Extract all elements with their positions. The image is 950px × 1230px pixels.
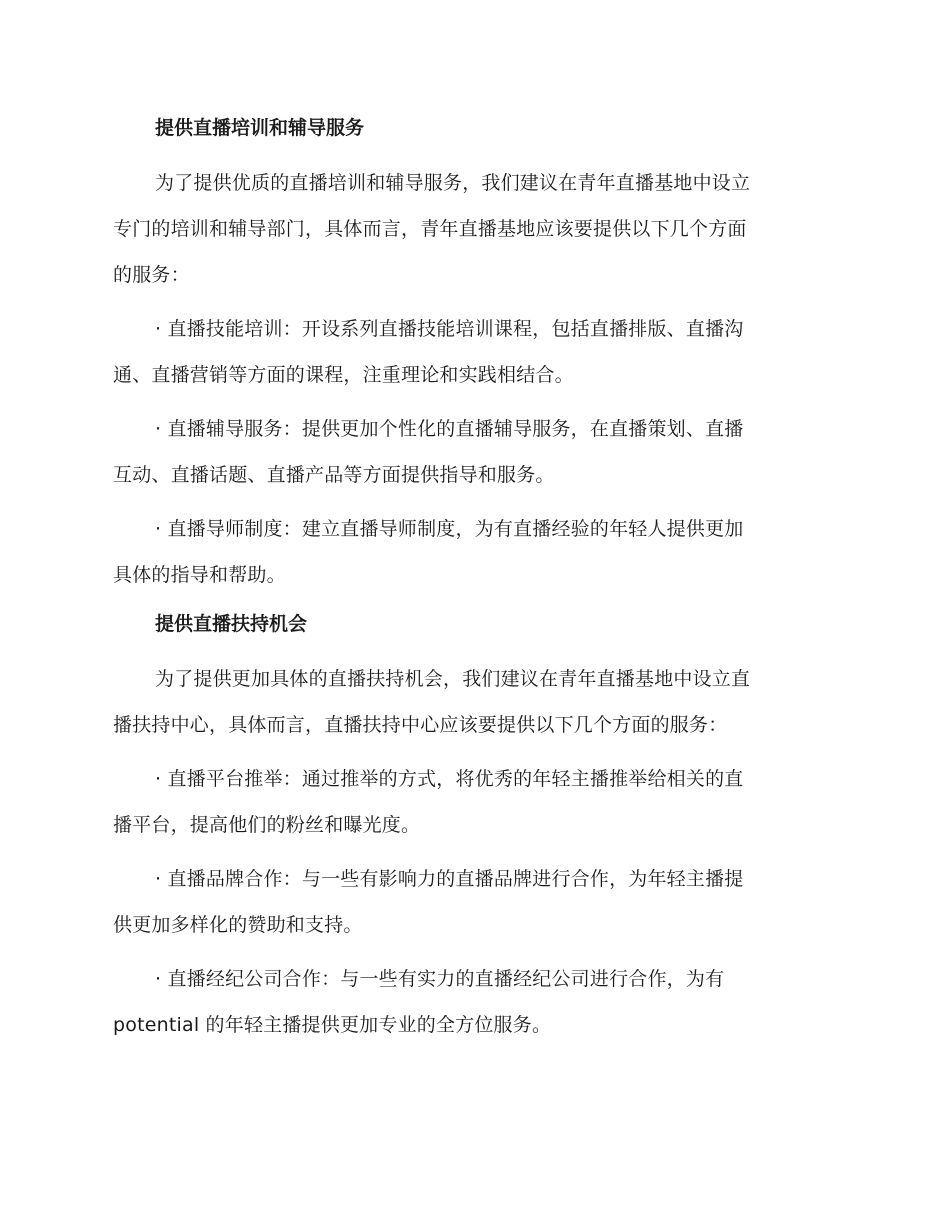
list-item-brand-cooperation <box>113 856 833 948</box>
intro-paragraph-support <box>113 656 833 748</box>
list-item-skill-training <box>113 306 833 398</box>
paragraph-line: 播扶持中心，具体而言，直播扶持中心应该要提供以下几个方面的服务： <box>113 714 728 736</box>
list-item-line: · 直播技能培训：开设系列直播技能培训课程，包括直播排版、直播沟 <box>155 318 744 340</box>
intro-paragraph-training <box>113 160 833 298</box>
list-item-line: 具体的指导和帮助。 <box>113 564 286 586</box>
list-item-line: 供更加多样化的赞助和支持。 <box>113 914 363 936</box>
list-item-line: · 直播经纪公司合作：与一些有实力的直播经纪公司进行合作，为有 <box>155 968 725 990</box>
paragraph-line: 为了提供更加具体的直播扶持机会，我们建议在青年直播基地中设立直 <box>155 668 751 690</box>
list-item-line: 播平台，提高他们的粉丝和曝光度。 <box>113 814 421 836</box>
paragraph-line: 为了提供优质的直播培训和辅导服务，我们建议在青年直播基地中设立 <box>155 172 751 194</box>
list-item-line: · 直播品牌合作：与一些有影响力的直播品牌进行合作，为年轻主播提 <box>155 868 744 890</box>
document-page <box>113 110 833 1056</box>
list-item-line: 通、直播营销等方面的课程，注重理论和实践相结合。 <box>113 364 574 386</box>
section-heading-training: 提供直播培训和辅导服务 <box>155 117 365 139</box>
list-item-platform-recommendation <box>113 756 833 848</box>
section-heading-support: 提供直播扶持机会 <box>155 613 308 635</box>
list-item-line: · 直播平台推举：通过推举的方式，将优秀的年轻主播推举给相关的直 <box>155 768 744 790</box>
list-item-line: potential 的年轻主播提供更加专业的全方位服务。 <box>113 1014 552 1036</box>
list-item-mentor-system <box>113 506 833 598</box>
list-item-line: 互动、直播话题、直播产品等方面提供指导和服务。 <box>113 464 555 486</box>
paragraph-line: 的服务： <box>113 264 190 286</box>
list-item-agency-cooperation <box>113 956 833 1048</box>
list-item-line: · 直播辅导服务：提供更加个性化的直播辅导服务，在直播策划、直播 <box>155 418 744 440</box>
paragraph-line: 专门的培训和辅导部门，具体而言，青年直播基地应该要提供以下几个方面 <box>113 218 747 240</box>
list-item-line: · 直播导师制度：建立直播导师制度，为有直播经验的年轻人提供更加 <box>155 518 744 540</box>
list-item-coaching-service <box>113 406 833 498</box>
